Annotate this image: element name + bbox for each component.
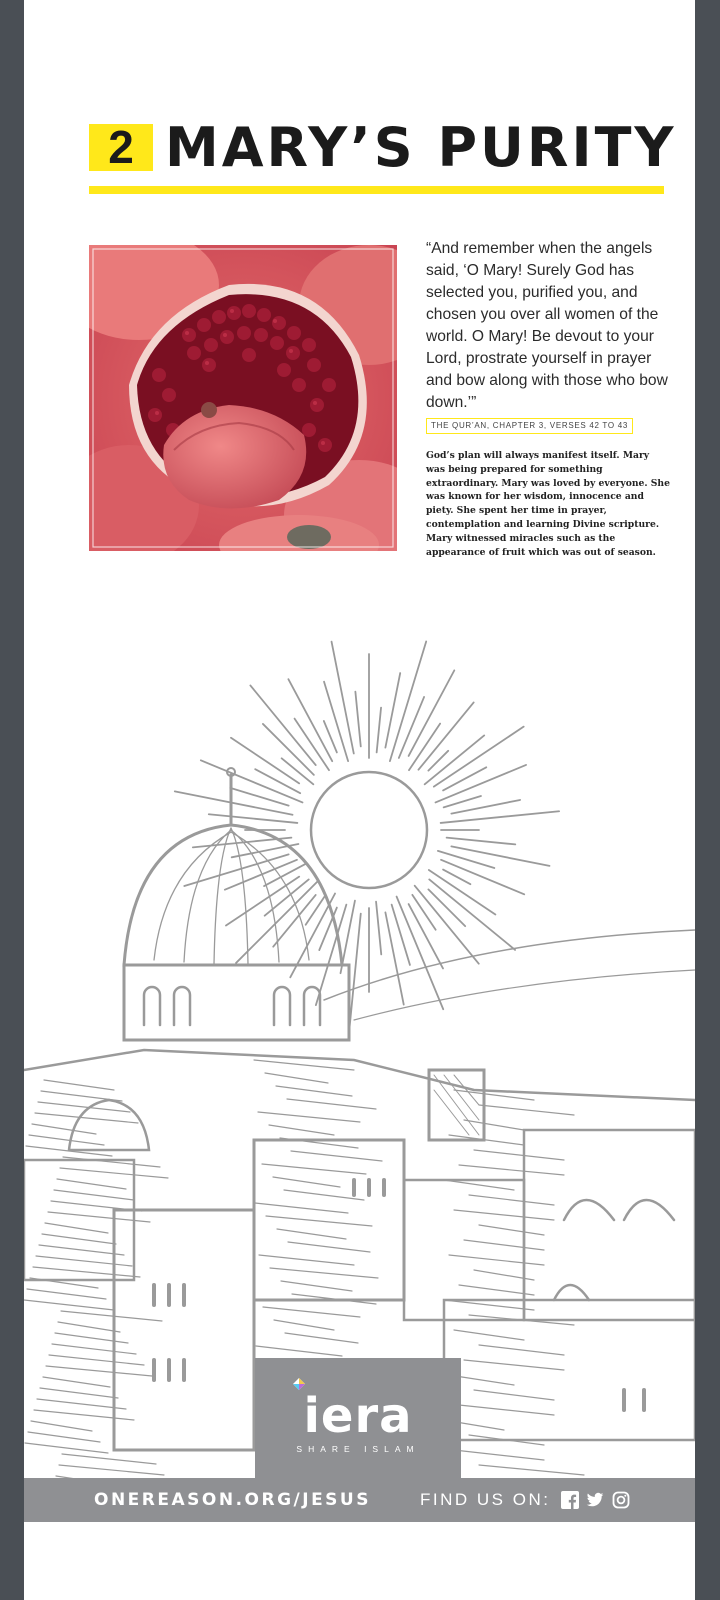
iera-logo[interactable] [255,1358,461,1478]
left-frame [0,0,24,1600]
website-link[interactable]: ONEREASON.ORG/JESUS [94,1490,371,1510]
page-title: MARY’S PURITY [165,115,677,179]
find-us-label: FIND US ON: [420,1490,551,1509]
logo-tagline: SHARE ISLAM [296,1444,420,1454]
logo-wordmark: iera [303,1388,413,1444]
section-heading [89,112,677,182]
instagram-icon[interactable] [612,1491,630,1509]
facebook-icon[interactable] [561,1491,579,1509]
quote-citation: THE QUR’AN, CHAPTER 3, VERSES 42 TO 43 [426,418,633,434]
section-number: 2 [89,124,153,171]
jerusalem-sketch-illustration [24,620,695,1480]
twitter-icon[interactable] [586,1491,604,1509]
pomegranate-photo [89,245,397,551]
title-underline [89,186,664,194]
body-paragraph: God’s plan will always manifest itself. Mary was being prepared for something extraordinary. Mary was loved by everyone. She was known for her wisdom, innocence and piety. She spent her time in prayer, contemplation and learning Divine scripture. Mary witnessed miracles such as the appearance of fruit which was out of season. [426,450,670,558]
poster-panel [24,0,695,1600]
quran-quote: “And remember when the angels said, ‘O Mary! Surely God has selected you, purified you, and chosen you over all women of the world. O Mary! Be devout to your Lord, prostrate yourself in prayer and bow along with those who bow down.’” [426,240,668,411]
right-frame [695,0,720,1600]
footer-bar [24,1478,695,1522]
